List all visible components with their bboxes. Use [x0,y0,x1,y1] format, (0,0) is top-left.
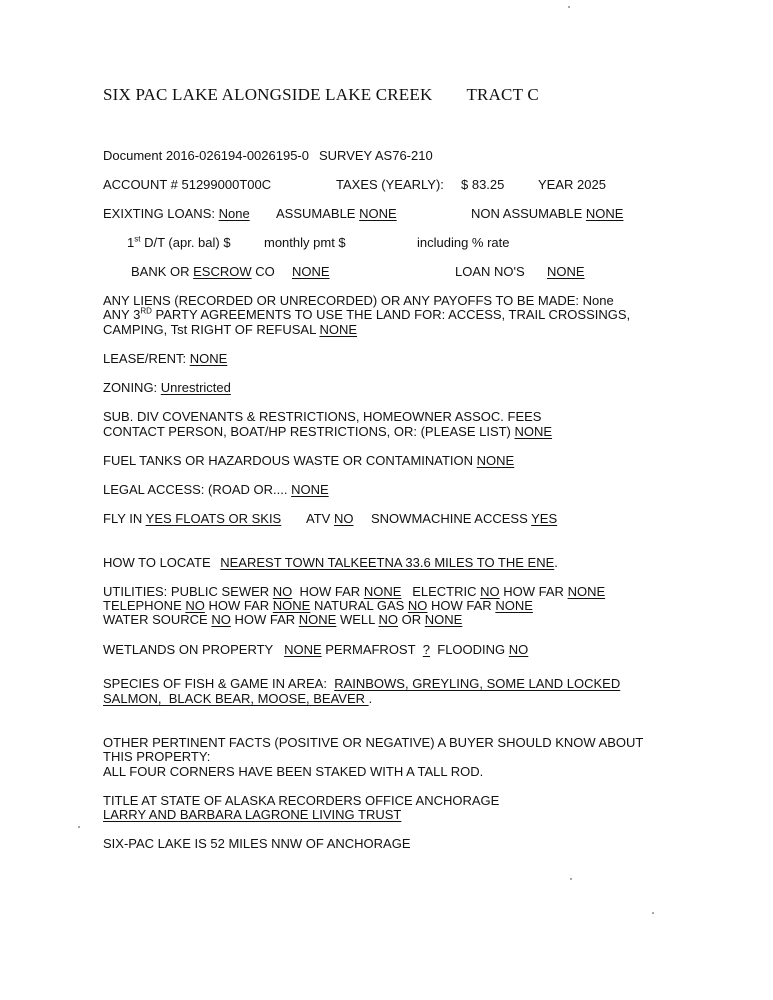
facts-line-1: OTHER PERTINENT FACTS (POSITIVE OR NEGATIVE) A BUYER SHOULD KNOW ABOUT [103,735,644,750]
water-distance-value: NONE [298,612,337,627]
existing-loans-label: EXIXTING LOANS: [103,206,215,221]
fly-in-value: YES FLOATS OR SKIS [145,511,282,526]
species-value-1: RAINBOWS, GREYLING, SOME LAND LOCKED [334,676,621,691]
zoning-value: Unrestricted [160,380,231,395]
liens-line-1: ANY LIENS (RECORDED OR UNRECORDED) OR ANY PAYOFFS TO BE MADE: None [103,293,614,308]
covenants-value: NONE [514,424,553,439]
existing-loans-line [103,206,250,222]
covenants-line-1: SUB. DIV COVENANTS & RESTRICTIONS, HOMEOWNER ASSOC. FEES [103,409,542,424]
scan-speck [78,826,80,828]
first-dt-sup: st [134,234,141,244]
snowmachine-field [371,511,557,527]
gas-distance-label: HOW FAR [431,598,492,613]
permafrost-value: ? [422,642,431,657]
locate-value: NEAREST TOWN TALKEETNA 33.6 MILES TO THE ENE [220,555,555,570]
covenants-line-2 [103,424,552,440]
species-line-1 [103,676,620,692]
locate-period: . [554,555,558,570]
existing-loans-value: None [218,206,250,221]
fuel-label: FUEL TANKS OR HAZARDOUS WASTE OR CONTAMINATION [103,453,474,468]
document-number: Document 2016-026194-0026195-0 [103,148,309,163]
legal-access-value: NONE [291,482,329,497]
loan-numbers-label: LOAN NO'S [455,264,525,279]
species-period: . [368,691,373,706]
scan-speck [568,6,570,8]
escrow-label: ESCROW [193,264,252,279]
public-sewer-value: NO [272,584,293,599]
gas-distance-value: NONE [495,598,533,613]
facts-line-2: THIS PROPERTY: [103,749,211,764]
facts-line-3: ALL FOUR CORNERS HAVE BEEN STAKED WITH A TALL ROD. [103,764,484,779]
fuel-value: NONE [476,453,515,468]
zoning-line [103,380,231,396]
locate-label: HOW TO LOCATE [103,555,211,570]
atv-value: NO [333,511,354,526]
lease-label: LEASE/RENT: [103,351,187,366]
wetlands-line [103,642,528,658]
water-distance-label: HOW FAR [234,612,296,627]
fly-in-line [103,511,281,527]
lease-line [103,351,227,367]
scan-speck [652,912,654,914]
lease-value: NONE [189,351,228,366]
electric-label: ELECTRIC [412,584,477,599]
snowmachine-label: SNOWMACHINE ACCESS [371,511,528,526]
telephone-value: NO [185,598,205,613]
fuel-line [103,453,514,469]
assumable-label: ASSUMABLE [276,206,356,221]
permafrost-label: PERMAFROST [325,642,416,657]
atv-field [306,511,353,527]
sewer-distance-value: NONE [363,584,402,599]
zoning-label: ZONING: [103,380,158,395]
document-title [103,87,539,103]
covenants-line-2-label: CONTACT PERSON, BOAT/HP RESTRICTIONS, OR: (PLEASE LIST) [103,424,511,439]
water-or-value: NONE [424,612,463,627]
legal-access-line [103,482,329,498]
water-source-value: NO [211,612,231,627]
liens-line-2-end: PARTY AGREEMENTS TO USE THE LAND FOR: ACCESS, TRAIL CROSSINGS, [151,307,631,322]
non-assumable-field [471,206,623,222]
natural-gas-label: NATURAL GAS [313,598,405,613]
well-value: NO [378,612,399,627]
rate-label: including % rate [417,235,510,250]
distance-line: SIX-PAC LAKE IS 52 MILES NNW OF ANCHORAGE [103,836,411,851]
bank-value: NONE [292,264,330,279]
title-text: SIX PAC LAKE ALONGSIDE LAKE CREEK [103,85,433,104]
water-or-label: OR [401,612,422,627]
liens-line-2-sup: RD [140,306,152,316]
first-dt-prefix: 1 [127,235,135,250]
well-label: WELL [339,612,375,627]
non-assumable-value: NONE [585,206,624,221]
telephone-distance-label: HOW FAR [208,598,270,613]
tract-label: TRACT C [466,85,539,104]
atv-label: ATV [306,511,331,526]
title-record-line-1: TITLE AT STATE OF ALASKA RECORDERS OFFICE ANCHORAGE [103,793,500,808]
natural-gas-value: NO [407,598,428,613]
first-dt-label: D/T (apr. bal) $ [144,235,231,250]
telephone-label: TELEPHONE [103,598,182,613]
sewer-distance-label: HOW FAR [299,584,361,599]
species-line-2 [103,691,372,707]
flooding-label: FLOODING [437,642,506,657]
flooding-value: NO [508,642,529,657]
taxes-label: TAXES (YEARLY): [336,177,444,192]
telephone-distance-value: NONE [272,598,311,613]
bank-co-label: CO [255,264,275,279]
liens-line-3-label: CAMPING, Tst RIGHT OF REFUSAL [103,322,316,337]
wetlands-value: NONE [284,642,322,657]
fly-in-label: FLY IN [103,511,143,526]
electric-value: NO [480,584,500,599]
assumable-value: NONE [359,206,397,221]
liens-line-3 [103,322,357,338]
assumable-field [276,206,397,222]
first-dt-line [127,235,231,251]
legal-access-label: LEGAL ACCESS: (ROAD OR.... [103,482,288,497]
loan-numbers-value: NONE [547,264,585,279]
species-label: SPECIES OF FISH & GAME IN AREA: [103,676,327,691]
bank-line [131,264,275,280]
species-value-2: SALMON, BLACK BEAR, MOOSE, BEAVER [103,691,369,706]
public-sewer-label: UTILITIES: PUBLIC SEWER [103,584,270,599]
water-source-label: WATER SOURCE [103,612,208,627]
survey-number: SURVEY AS76-210 [319,148,433,163]
account-number: ACCOUNT # 51299000T00C [103,177,272,192]
tax-year: YEAR 2025 [538,177,606,192]
utilities-line-3 [103,612,462,628]
non-assumable-label: NON ASSUMABLE [471,206,583,221]
electric-distance-value: NONE [567,584,606,599]
account-line [103,177,271,193]
title-record-line-2: LARRY AND BARBARA LAGRONE LIVING TRUST [103,807,402,822]
scan-speck [570,878,572,880]
monthly-payment-label: monthly pmt $ [264,235,346,250]
locate-line [103,555,558,571]
bank-label: BANK OR [131,264,190,279]
liens-line-2 [103,307,630,323]
electric-distance-label: HOW FAR [503,584,564,599]
document-line [103,148,433,164]
snowmachine-value: YES [531,511,558,526]
wetlands-label: WETLANDS ON PROPERTY [103,642,274,657]
liens-line-3-value: NONE [319,322,358,337]
taxes-value: $ 83.25 [461,177,505,192]
liens-line-2-start: ANY 3 [103,307,141,322]
